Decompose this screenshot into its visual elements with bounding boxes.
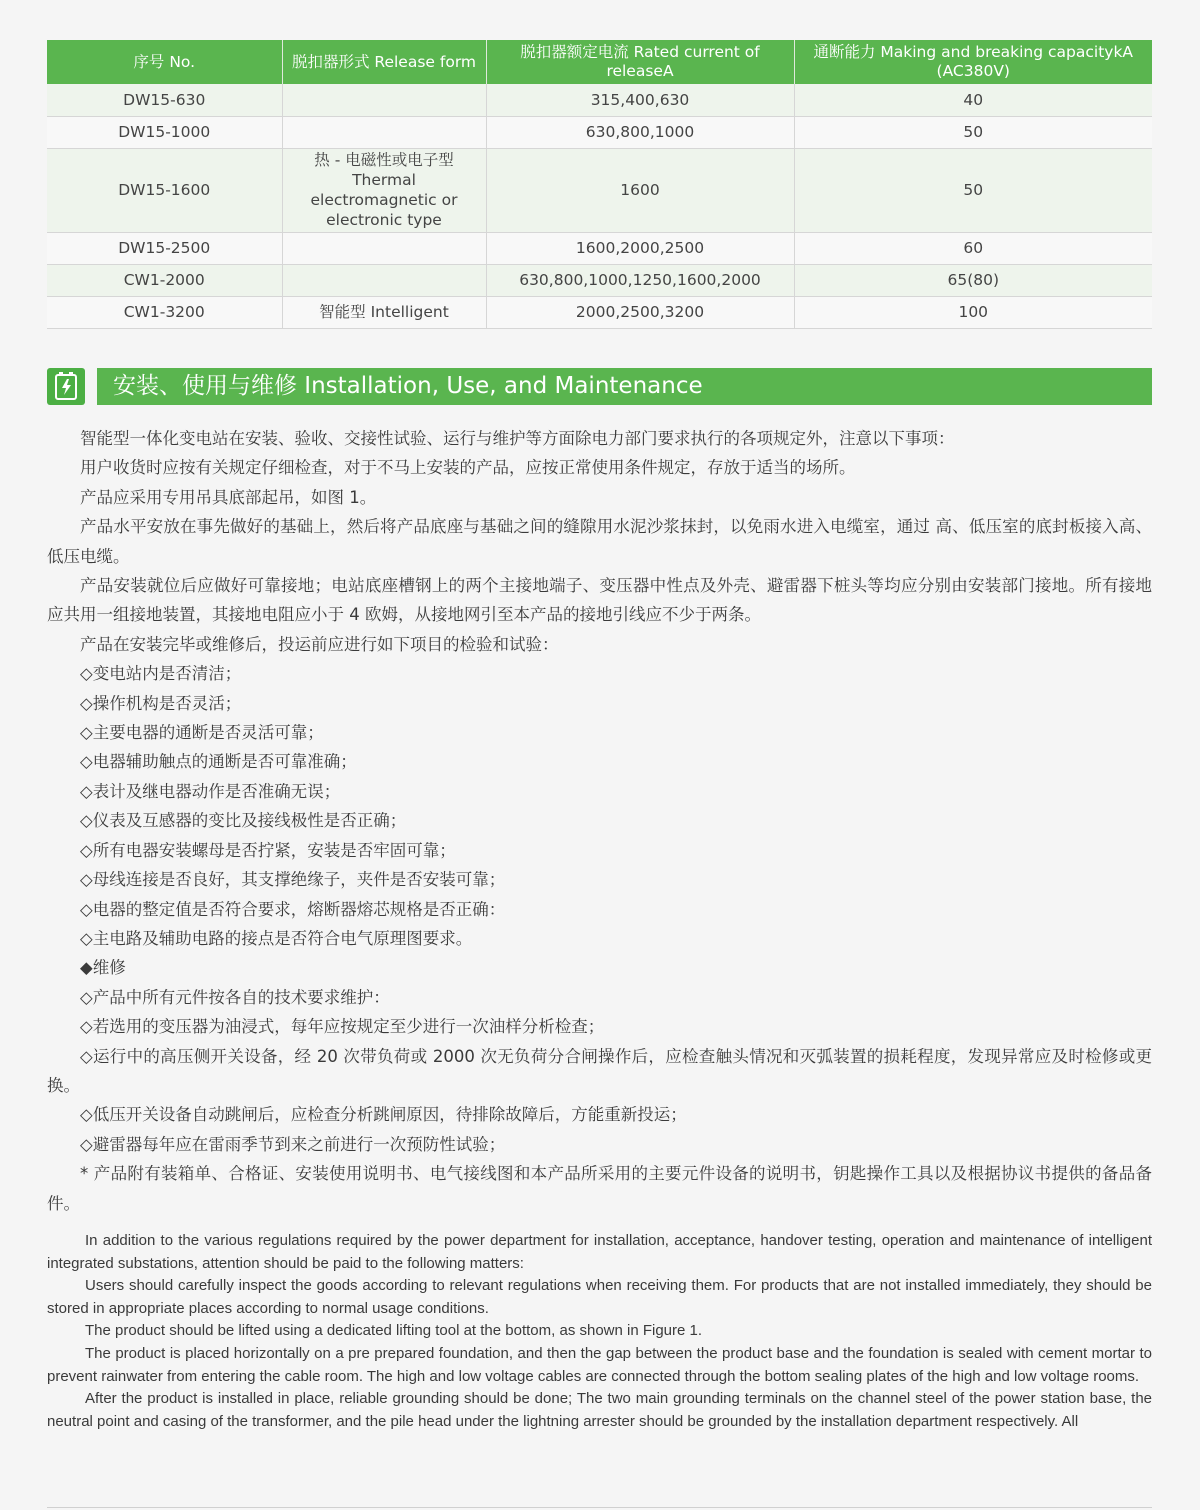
- en-body: [47, 1230, 1152, 1433]
- cn-note: * 产品附有装箱单、合格证、安装使用说明书、电气接线图和本产品所采用的主要元件设备的说明书，钥匙操作工具以及根据协议书提供的备品备件。: [47, 1164, 1152, 1213]
- checklist-item: ◇所有电器安装螺母是否拧紧，安装是否牢固可靠；: [80, 840, 456, 860]
- checklist-item: ◇电器的整定值是否符合要求，熔断器熔芯规格是否正确：: [80, 899, 506, 919]
- cell-capacity: 50: [794, 116, 1152, 148]
- table-header-row: [47, 40, 1152, 84]
- checklist-item: ◇操作机构是否灵活；: [80, 693, 242, 713]
- checklist-item: ◇主要电器的通断是否灵活可靠；: [80, 723, 324, 743]
- substation-lightning-icon: [47, 368, 85, 405]
- checklist-item: ◇主电路及辅助电路的接点是否符合电气原理图要求。: [80, 928, 473, 948]
- checklist-item: ◇电器辅助触点的通断是否可靠准确；: [80, 752, 357, 772]
- cell-no: DW15-630: [47, 84, 282, 116]
- checklist-item: ◇母线连接是否良好，其支撑绝缘子，夹件是否安装可靠；: [80, 870, 506, 890]
- cell-no: DW15-2500: [47, 232, 282, 264]
- cell-no: CW1-2000: [47, 264, 282, 296]
- section-title: 安装、使用与维修 Installation, Use, and Maintenance: [97, 368, 1152, 405]
- cell-capacity: 50: [794, 148, 1152, 232]
- table-row: [47, 232, 1152, 264]
- cell-no: DW15-1600: [47, 148, 282, 232]
- maintenance-item: ◇低压开关设备自动跳闸后，应检查分析跳闸原因，待排除故障后，方能重新投运；: [80, 1105, 687, 1125]
- cell-current: 315,400,630: [486, 84, 794, 116]
- cell-release: [282, 116, 486, 148]
- cell-release: 热 - 电磁性或电子型 Thermal electromagnetic or electronic type: [282, 148, 486, 232]
- checklist-item: ◇表计及继电器动作是否准确无误；: [80, 781, 341, 801]
- maintenance-item: ◇产品中所有元件按各自的技术要求维护：: [80, 987, 390, 1007]
- cn-paragraph: 产品应采用专用吊具底部起吊，如图 1。: [80, 487, 377, 507]
- spec-table: [47, 40, 1152, 329]
- cell-current: 630,800,1000: [486, 116, 794, 148]
- checklist-item: ◇变电站内是否清洁；: [80, 664, 242, 684]
- en-paragraph: The product is placed horizontally on a pre prepared foundation, and then the gap between the product base and the foundation is sealed with cement mortar to prevent rainwater from entering the cable room. The high and low voltage cables are connected through the bottom sealing plates of the high and low voltage rooms.: [47, 1344, 1152, 1385]
- cn-paragraph: 产品在安装完毕或维修后，投运前应进行如下项目的检验和试验：: [80, 634, 559, 654]
- cell-capacity: 60: [794, 232, 1152, 264]
- header-release-form: 脱扣器形式 Release form: [282, 40, 486, 84]
- cell-release: [282, 232, 486, 264]
- cell-release: [282, 264, 486, 296]
- cell-no: DW15-1000: [47, 116, 282, 148]
- cell-current: 1600,2000,2500: [486, 232, 794, 264]
- table-row: [47, 148, 1152, 232]
- cell-current: 2000,2500,3200: [486, 296, 794, 328]
- header-rated-current: 脱扣器额定电流 Rated current of releaseA: [486, 40, 794, 84]
- header-breaking-capacity: 通断能力 Making and breaking capacitykA (AC380V): [794, 40, 1152, 84]
- cn-paragraph: 产品安装就位后应做好可靠接地；电站底座槽钢上的两个主接地端子、变压器中性点及外壳、避雷器下桩头等均应分别由安装部门接地。所有接地应共用一组接地装置，其接地电阻应小于 4 欧姆，从接地网引至本产品的接地引线应不少于两条。: [47, 576, 1152, 625]
- table-row: [47, 296, 1152, 328]
- table-row: [47, 84, 1152, 116]
- cell-current: 1600: [486, 148, 794, 232]
- cell-release: [282, 84, 486, 116]
- maintenance-item: ◇避雷器每年应在雷雨季节到来之前进行一次预防性试验；: [80, 1134, 506, 1154]
- en-paragraph: After the product is installed in place, reliable grounding should be done; The two main grounding terminals on the channel steel of the power station base, the neutral point and casing of the transformer, and the pile head under the lightning arrester should be grounded by the installation department respectively. All: [47, 1390, 1152, 1430]
- cn-paragraph: 产品水平安放在事先做好的基础上，然后将产品底座与基础之间的缝隙用水泥沙浆抹封，以免雨水进入电缆室，通过 高、低压室的底封板接入高、低压电缆。: [47, 517, 1152, 566]
- cell-capacity: 40: [794, 84, 1152, 116]
- cn-paragraph: 用户收货时应按有关规定仔细检查，对于不马上安装的产品，应按正常使用条件规定，存放于适当的场所。: [80, 458, 856, 478]
- cell-no: CW1-3200: [47, 296, 282, 328]
- cell-capacity: 65(80): [794, 264, 1152, 296]
- cell-release: 智能型 Intelligent: [282, 296, 486, 328]
- cn-body: [47, 424, 1152, 1218]
- header-no: 序号 No.: [47, 40, 282, 84]
- cell-current: 630,800,1000,1250,1600,2000: [486, 264, 794, 296]
- footer-divider: [47, 1507, 1152, 1508]
- table-row: [47, 264, 1152, 296]
- cell-capacity: 100: [794, 296, 1152, 328]
- maintenance-item: ◇运行中的高压侧开关设备，经 20 次带负荷或 2000 次无负荷分合闸操作后，应检查触头情况和灭弧装置的损耗程度，发现异常应及时检修或更换。: [47, 1046, 1152, 1095]
- maintenance-heading: ◆维修: [80, 958, 126, 978]
- en-paragraph: The product should be lifted using a dedicated lifting tool at the bottom, as shown in Figure 1.: [85, 1322, 703, 1340]
- cn-paragraph: 智能型一体化变电站在安装、验收、交接性试验、运行与维护等方面除电力部门要求执行的各项规定外，注意以下事项：: [80, 429, 955, 448]
- checklist-item: ◇仪表及互感器的变比及接线极性是否正确；: [80, 811, 407, 831]
- en-paragraph: In addition to the various regulations required by the power department for installation, acceptance, handover testing, operation and maintenance of intelligent integrated substations, attention should be paid to the following matters:: [47, 1232, 1152, 1272]
- table-row: [47, 116, 1152, 148]
- maintenance-item: ◇若选用的变压器为油浸式，每年应按规定至少进行一次油样分析检查；: [80, 1017, 605, 1037]
- en-paragraph: Users should carefully inspect the goods according to relevant regulations when receiving them. For products that are not installed immediately, they should be stored in appropriate places according to normal usage conditions.: [47, 1277, 1152, 1317]
